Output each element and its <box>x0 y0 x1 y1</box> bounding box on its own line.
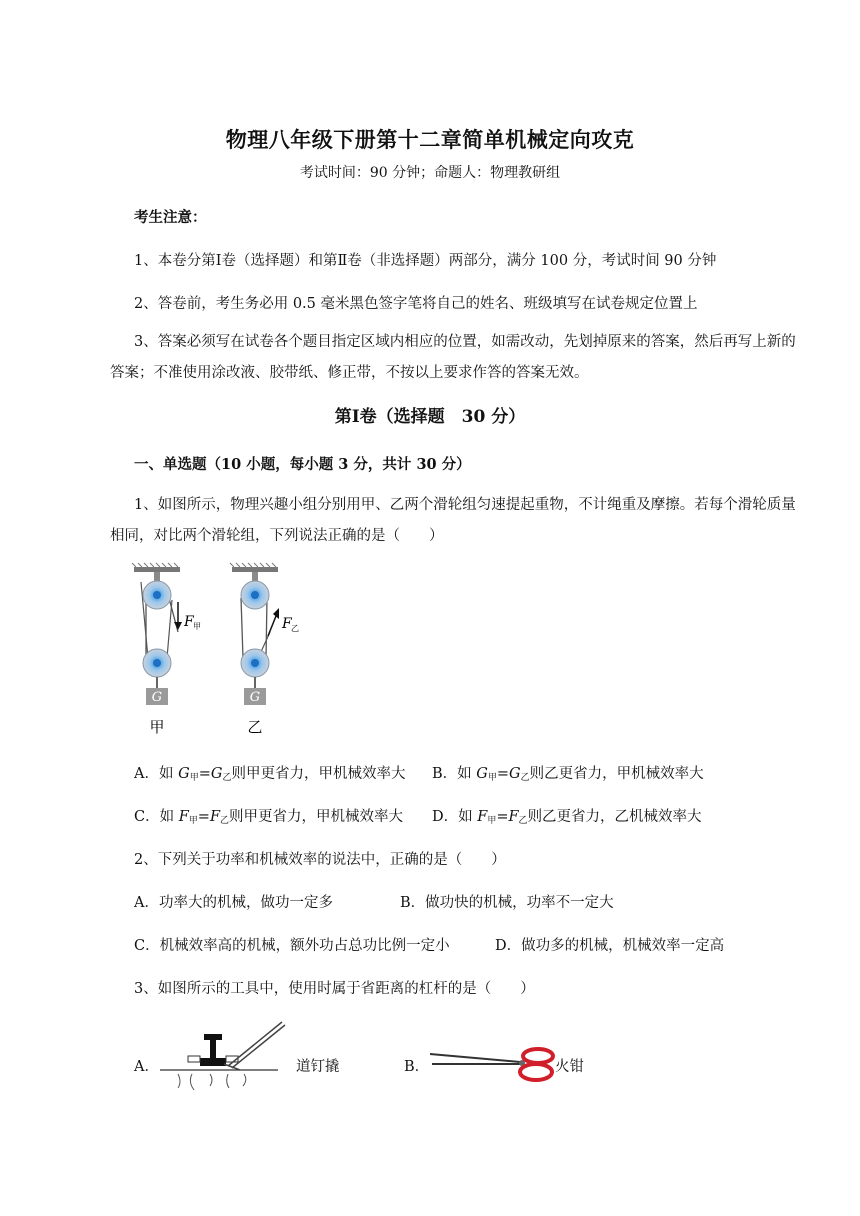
q1-option-d[interactable]: D．如 $F_甲=F_乙$则乙更省力，乙机械效率大 <box>432 809 702 826</box>
weight-label-left: G <box>151 690 163 705</box>
pulley-system-left <box>132 563 201 736</box>
q2-option-a[interactable]: A．功率大的机械，做功一定多 <box>134 895 333 911</box>
exam-subtitle: 考试时间：90 分钟；命题人：物理教研组 <box>299 165 561 181</box>
pulley-system-right <box>230 563 299 736</box>
pulley-figure <box>120 562 320 742</box>
force-sub-right: 乙 <box>291 624 299 633</box>
notice-heading: 考生注意： <box>134 209 207 226</box>
section-title: 第Ⅰ卷（选择题 30 分） <box>334 407 526 427</box>
q3-option-b-label: 火钳 <box>555 1059 584 1075</box>
notice-item-2: 2、答卷前，考生务必用 0.5 毫米黑色签字笔将自己的姓名、班级填写在试卷规定位置上 <box>134 296 698 312</box>
q2-option-c[interactable]: C．机械效率高的机械，额外功占总功比例一定小 <box>134 938 450 954</box>
q3-stem: 3、如图所示的工具中，使用时属于省距离的杠杆的是（ ） <box>134 981 535 997</box>
notice-item-1: 1、本卷分第Ⅰ卷（选择题）和第Ⅱ卷（非选择题）两部分，满分 100 分，考试时间 90 分钟 <box>134 253 717 269</box>
q3-option-b-letter[interactable]: B． <box>404 1059 430 1075</box>
q3-option-a-label: 道钉撬 <box>296 1059 340 1075</box>
fire-tongs-image <box>428 1042 558 1086</box>
q1-option-b[interactable]: B．如 $G_甲=G_乙$则乙更省力，甲机械效率大 <box>432 766 704 783</box>
q1-option-c[interactable]: C．如 $F_甲=F_乙$则甲更省力，甲机械效率大 <box>134 809 404 826</box>
force-label-right: F <box>282 616 292 632</box>
notice-item-3: 3、答案必须写在试卷各个题目指定区域内相应的位置，如需改动，先划掉原来的答案，然后再写上新的答案；不准使用涂改液、胶带纸、修正带，不按以上要求作答的答案无效。 <box>110 334 796 381</box>
q2-stem: 2、下列关于功率和机械效率的说法中，正确的是（ ） <box>134 852 506 868</box>
weight-label-right: G <box>249 690 261 705</box>
page-title: 物理八年级下册第十二章简单机械定向攻克 <box>225 127 635 152</box>
q1-option-a[interactable]: A．如 $G_甲=G_乙$则甲更省力，甲机械效率大 <box>134 766 406 783</box>
figure-label-right: 乙 <box>247 718 263 736</box>
q2-option-d[interactable]: D．做功多的机械，机械效率一定高 <box>495 938 725 954</box>
force-sub-left: 甲 <box>193 622 201 631</box>
q1-stem: 1、如图所示，物理兴趣小组分别用甲、乙两个滑轮组匀速提起重物，不计绳重及摩擦。若每个滑轮质量相同，对比两个滑轮组，下列说法正确的是（ ） <box>110 497 796 544</box>
part-heading: 一、单选题（10 小题，每小题 3 分，共计 30 分） <box>134 456 471 473</box>
q3-option-a-letter[interactable]: A． <box>134 1059 159 1075</box>
spike-puller-image <box>158 1018 288 1098</box>
figure-label-left: 甲 <box>149 718 165 736</box>
force-label-left: F <box>184 614 194 630</box>
q2-option-b[interactable]: B．做功快的机械，功率不一定大 <box>400 895 614 911</box>
